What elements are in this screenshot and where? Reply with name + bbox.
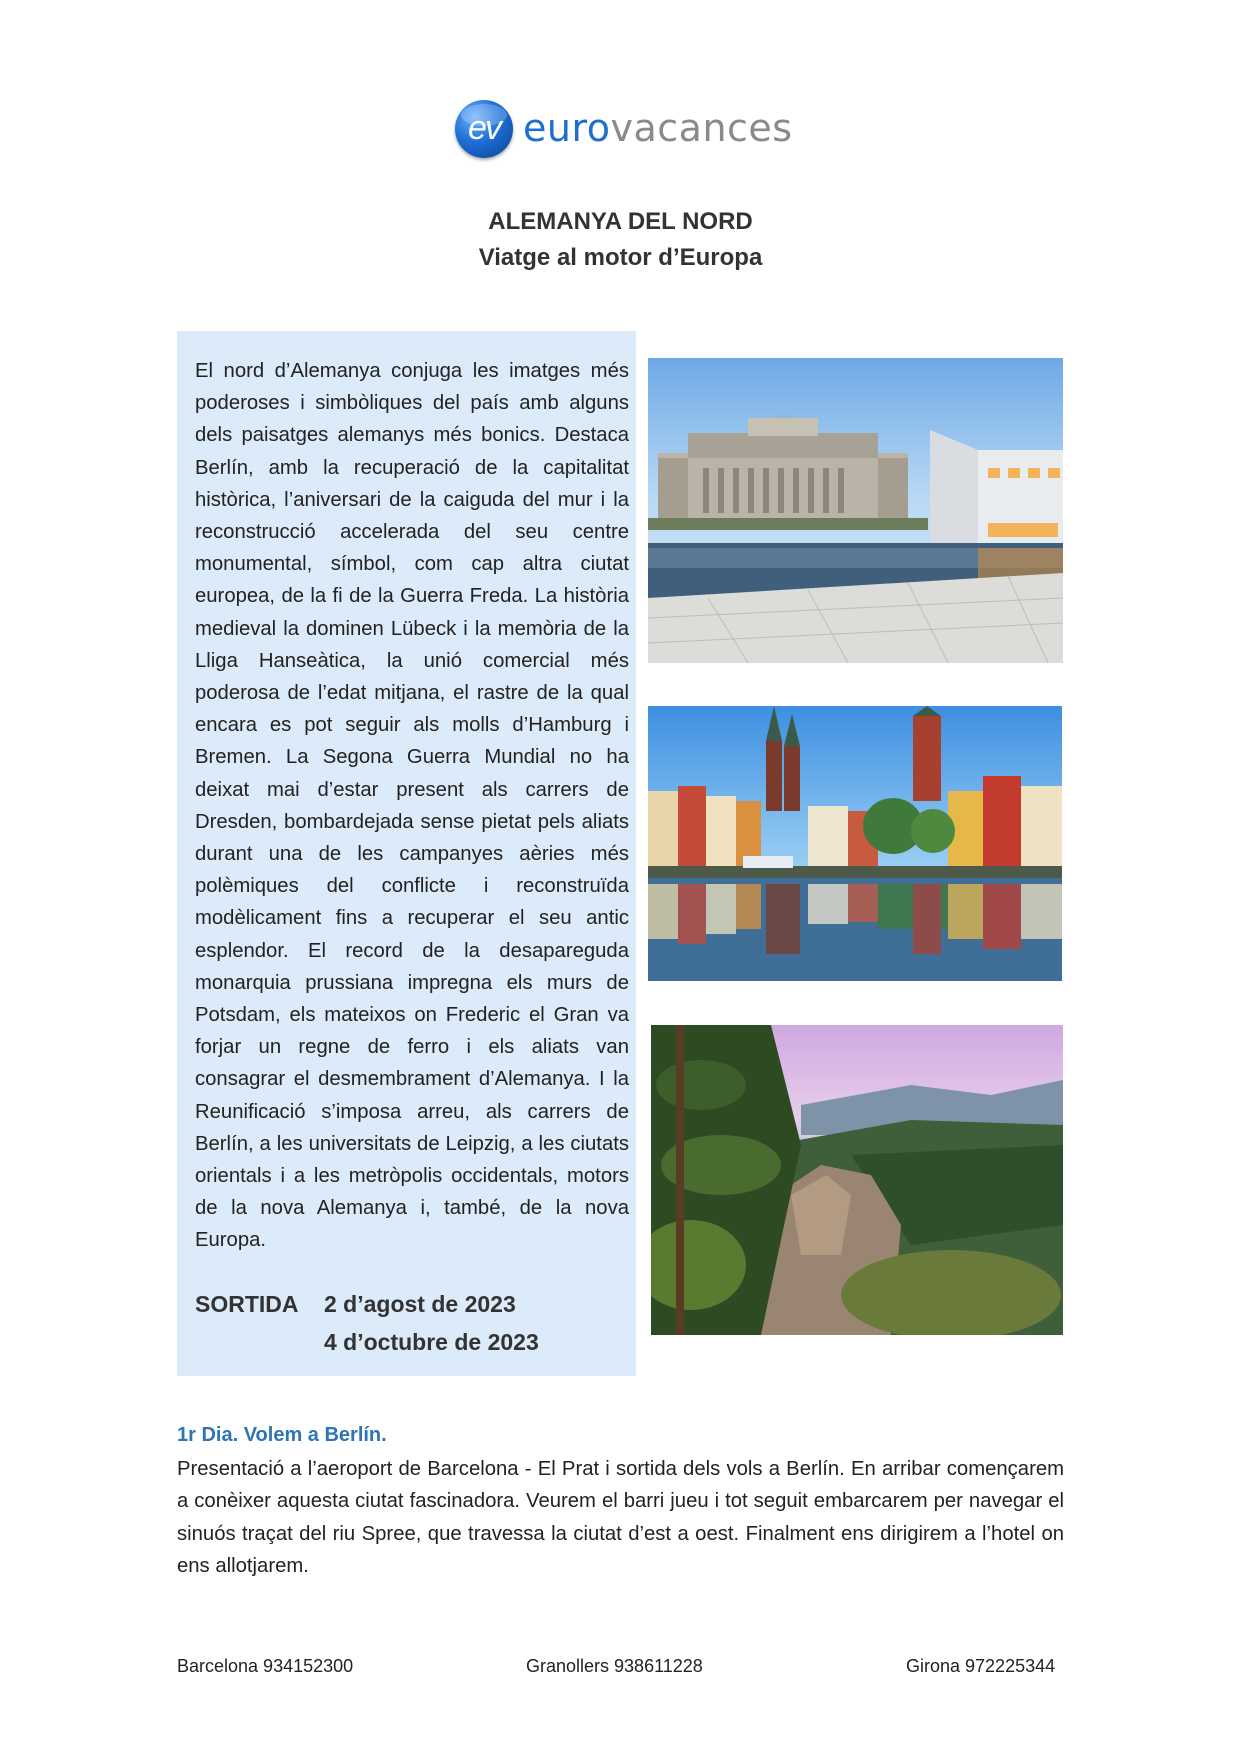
page-title: ALEMANYA DEL NORD — [488, 208, 753, 235]
day-1-heading: 1r Dia. Volem a Berlín. — [177, 1424, 387, 1446]
reichstag-photo — [648, 358, 1063, 663]
intro-text: El nord d’Alemanya conjuga les imatges més poderoses i simbòliques del país amb alguns dels paisatges alemanys més bonics. Destaca Berlín, amb la recuperació de la capitalitat històrica, l’aniversari de la caiguda del mur i la reconstrucció accelerada del seu centre monumental, símbol, com cap altra ciutat europea, de la fi de la Guerra Freda. La història medieval la dominen Lübeck i la memòria de la Lliga Hanseàtica, la unió comercial més poderosa de l’edat mitjana, el rastre de la qual encara es pot seguir als molls d’Hamburg i Bremen. La Segona Guerra Mundial no ha deixat mai d’estar present als carrers de Dresden, bombardejada sense pietat pels aliats durant una de les campanyes aèries més polèmiques del conflicte i reconstruïda modèlicament fins a recuperar el seu antic esplendor. El record de la desapareguda monarquia prussiana impregna els murs de Potsdam, els mateixos on Frederic el Gran va forjar un regne de ferro i els aliats van consagrar el desmembrament d’Alemanya. I la Reunificació s’imposa arreu, als carrers de Berlín, a les universitats de Leipzig, a les ciutats orientals i a les metròpolis occidentals, motors de la nova Alemanya i, també, de la nova Europa. — [195, 360, 629, 1252]
eurovacances-logo — [455, 100, 815, 162]
page-subtitle: Viatge al motor d’Europa — [478, 244, 763, 271]
intro-panel — [177, 331, 636, 1376]
lubeck-photo — [648, 706, 1062, 981]
day-1-text: Presentació a l’aeroport de Barcelona - El Prat i sortida dels vols a Berlín. En arribar començarem a conèixer aquesta ciutat fascinadora. Veurem el barri jueu i tot seguit embarcarem per navegar el sinuós traçat del riu Spree, que travessa la ciutat d’est a oest. Finalment ens dirigirem a l’hotel on ens allotjarem. — [177, 1458, 1064, 1577]
departure-date-2: 4 d’octubre de 2023 — [324, 1329, 539, 1355]
logo-wordmark: eurovacances — [523, 106, 793, 150]
ev-badge-icon: ev — [455, 100, 513, 158]
footer-granollers: Granollers 938611228 — [526, 1656, 703, 1676]
harz-landscape-photo — [651, 1025, 1063, 1335]
footer-barcelona: Barcelona 934152300 — [177, 1656, 354, 1676]
departure-date-1: 2 d’agost de 2023 — [324, 1291, 516, 1317]
footer-girona: Girona 972225344 — [906, 1656, 1056, 1676]
departure-label: SORTIDA — [195, 1291, 299, 1317]
